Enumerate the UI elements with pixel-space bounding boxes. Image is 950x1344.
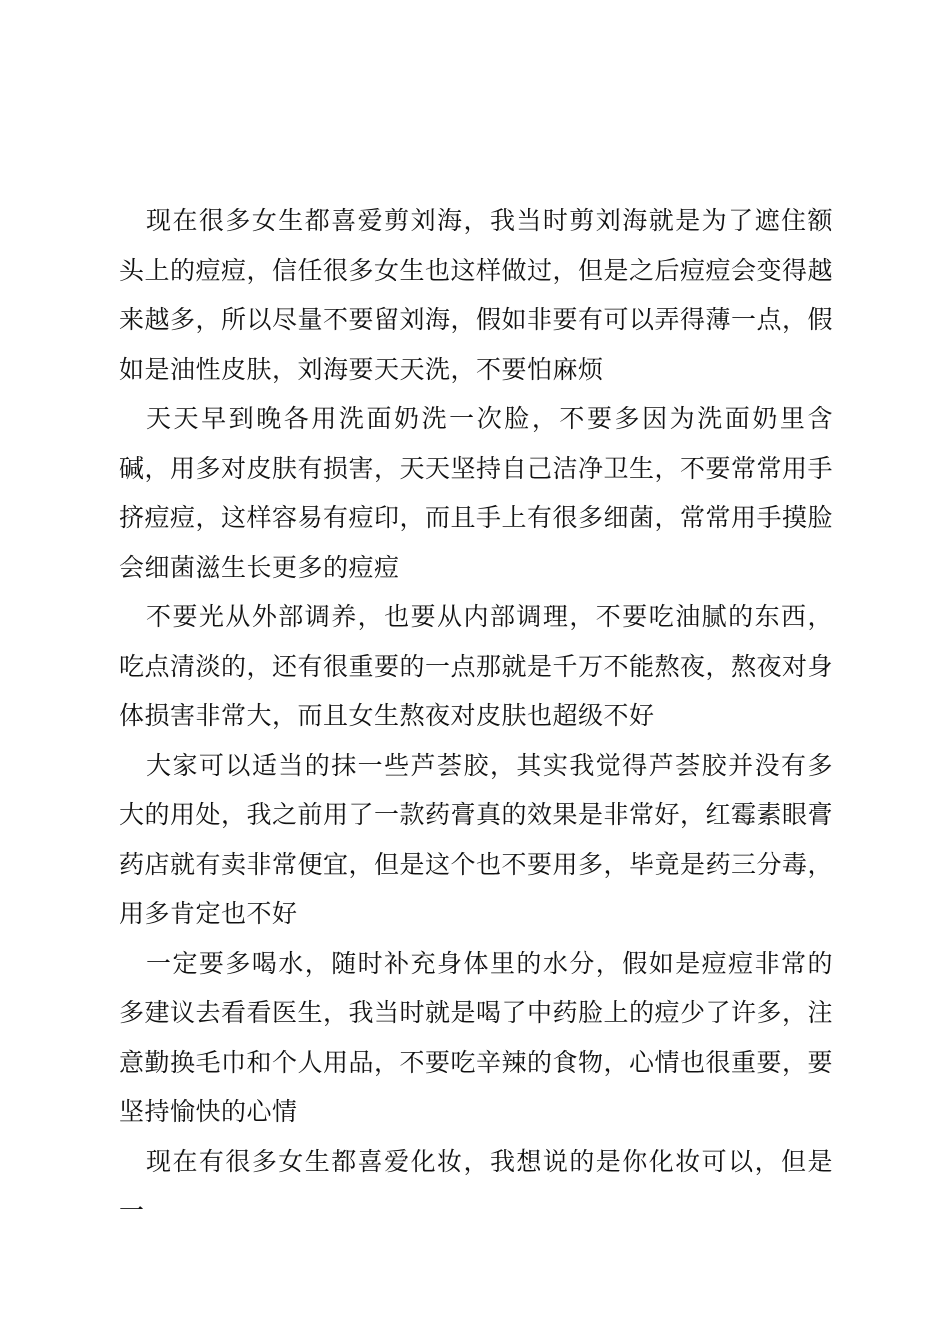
paragraph-bangs: 现在很多女生都喜爱剪刘海，我当时剪刘海就是为了遮住额头上的痘痘，信任很多女生也这样做过，但是之后痘痘会变得越来越多，所以尽量不要留刘海，假如非要有可以弄得薄一点，假如是油性皮肤，刘海要天天洗，不要怕麻烦 (119, 206, 834, 384)
paragraph-makeup: 现在有很多女生都喜爱化妆，我想说的是你化妆可以，但是一 (119, 1146, 833, 1225)
paragraph-internal-care: 不要光从外部调养，也要从内部调理，不要吃油腻的东西，吃点清淡的，还有很重要的一点那就是千万不能熬夜，熬夜对身体损害非常大，而且女生熬夜对皮肤也超级不好 (119, 602, 834, 730)
document-body (119, 196, 833, 1236)
paragraph-ointment: 大家可以适当的抹一些芦荟胶，其实我觉得芦荟胶并没有多大的用处，我之前用了一款药膏真的效果是非常好，红霉素眼膏药店就有卖非常便宜，但是这个也不要用多，毕竟是药三分毒，用多肯定也不好 (119, 750, 834, 928)
paragraph-face-washing: 天天早到晚各用洗面奶洗一次脸，不要多因为洗面奶里含碱，用多对皮肤有损害，天天坚持自己洁净卫生，不要常常用手挤痘痘，这样容易有痘印，而且手上有很多细菌，常常用手摸脸会细菌滋生长更多的痘痘 (119, 404, 834, 582)
paragraph-drink-water: 一定要多喝水，随时补充身体里的水分，假如是痘痘非常的多建议去看看医生，我当时就是喝了中药脸上的痘少了许多，注意勤换毛巾和个人用品，不要吃辛辣的食物，心情也很重要，要坚持愉快的心情 (119, 948, 834, 1126)
